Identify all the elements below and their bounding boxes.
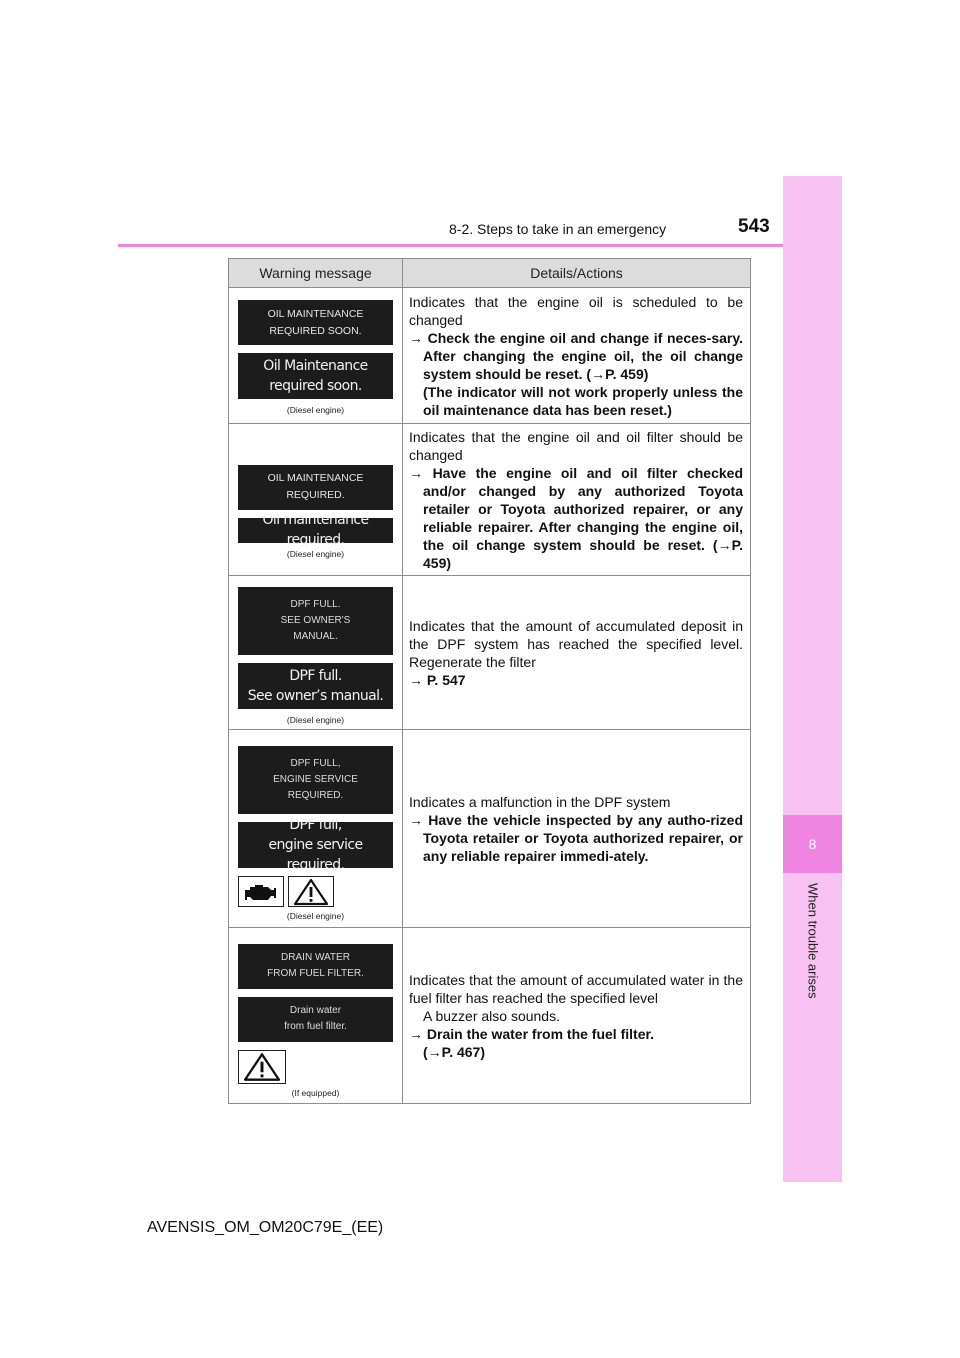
table-row [229,576,751,730]
table-row [229,730,751,928]
description-text: Indicates that the engine oil is scheduled to be changed [409,293,743,328]
buzzer-note: A buzzer also sounds. [423,1007,560,1024]
display-message-graphic: Oil maintenance required. [238,518,393,543]
details-cell [403,576,751,730]
warning-triangle-icon [288,876,334,907]
display-message-text: OIL MAINTENANCE REQUIRED SOON. [238,300,393,345]
section-title: 8-2. Steps to take in an emergency [449,221,667,237]
display-message-graphic: Drain water from fuel filter. [238,997,393,1042]
display-message-text: DRAIN WATER FROM FUEL FILTER. [238,944,393,989]
column-header-warning: Warning message [229,259,403,288]
details-cell [403,288,751,424]
image-caption: (Diesel engine) [286,548,345,559]
page-number: 543 [738,216,770,237]
column-header-details: Details/Actions [403,259,751,288]
action-note: (The indicator will not work properly unless the oil maintenance data has been reset.) [423,383,743,418]
table-row [229,424,751,576]
display-message-graphic: Oil Maintenance required soon. [238,353,393,399]
image-caption: (If equipped) [291,1087,340,1098]
details-cell [403,730,751,928]
action-text: → Drain the water from the fuel filter. [409,1025,655,1042]
table-row [229,928,751,1104]
warning-images-cell [229,730,403,928]
warning-images-cell [229,424,403,576]
action-text: → P. 547 [409,671,466,688]
header-rule [118,244,783,247]
table-header-row [229,259,751,288]
display-message-text: DPF FULL. SEE OWNER'S MANUAL. [238,587,393,655]
warning-message-table [228,258,751,1104]
action-text: → Have the engine oil and oil filter checked and/or changed by any authorized Toyota retailer or Toyota authorized repairer, or any reliable repairer. After changing the engine oil, the oil change system should be reset. (→P. 459) [409,464,743,571]
warning-images-cell [229,288,403,424]
display-message-graphic: DPF full, engine service required. [238,822,393,868]
description-text: Indicates that the amount of accumulated deposit in the DPF system has reached the specified level. Regenerate the filter [409,617,743,670]
warning-images-cell [229,928,403,1104]
image-caption: (Diesel engine) [286,715,345,725]
description-text: Indicates a malfunction in the DPF system [409,793,671,810]
display-message-text: DPF FULL, ENGINE SERVICE REQUIRED. [238,746,393,814]
action-text: → Have the vehicle inspected by any autho-rized Toyota retailer or Toyota authorized repairer, or any reliable repairer immedi-ately. [409,811,743,864]
warning-images-cell [229,576,403,730]
display-message-graphic: DPF full. See owner’s manual. [238,663,393,709]
display-message-text: OIL MAINTENANCE REQUIRED. [238,465,393,510]
chapter-number-tab: 8 [783,815,842,873]
check-engine-icon [238,876,284,907]
details-cell [403,928,751,1104]
action-reference: (→P. 467) [423,1043,486,1060]
description-text: Indicates that the amount of accumulated water in the fuel filter has reached the specified level [409,971,743,1006]
indicator-icons [238,1050,393,1084]
chapter-title-vertical: When trouble arises [805,883,821,999]
warning-triangle-icon [238,1050,286,1084]
indicator-icons [238,876,393,907]
description-text: Indicates that the engine oil and oil filter should be changed [409,428,743,463]
image-caption: (Diesel engine) [286,405,345,415]
table-row [229,288,751,424]
details-cell [403,424,751,576]
image-caption: (Diesel engine) [286,911,345,921]
document-code-footer: AVENSIS_OM_OM20C79E_(EE) [147,1219,384,1236]
action-text: → Check the engine oil and change if neces-sary. After changing the engine oil, the oil change system should be reset. (→P. 459) [409,329,744,382]
chapter-side-band [783,176,842,1182]
